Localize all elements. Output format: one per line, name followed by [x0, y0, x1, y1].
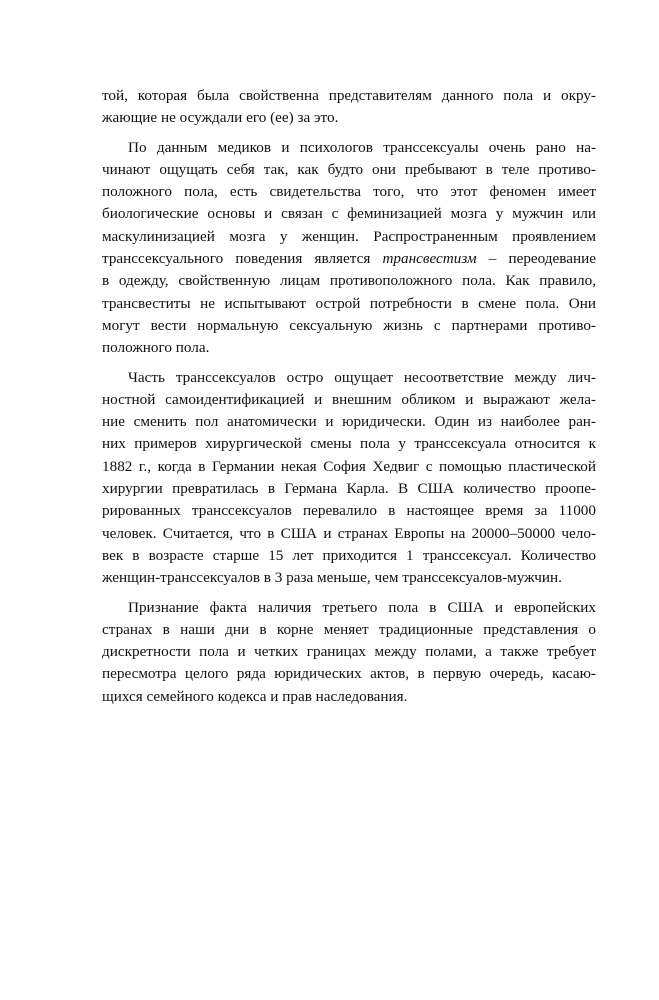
text-segment: ностной самоидентификацией и внешним обликом и выражают жела- — [102, 390, 596, 408]
text-segment: дискретности пола и четких границах между полами, а также требует — [102, 643, 596, 661]
text-segment: Признание факта наличия третьего пола в США и европейских — [128, 598, 596, 616]
text-segment: в одежду, свойственную лицам противоположного пола. Как правило, — [102, 272, 596, 290]
text-segment: рированных транссексуалов перевалило в настоящее время за 11000 — [102, 502, 596, 520]
text-segment: пересмотра целого ряда юридических актов, в первую очередь, касаю- — [102, 665, 596, 683]
text-segment: Часть транссексуалов остро ощущает несоответствие между лич- — [128, 368, 596, 386]
text-line — [102, 456, 596, 478]
text-segment: По данным медиков и психологов транссексуалы очень рано на- — [128, 138, 596, 156]
text-segment: век в возрасте старше 15 лет приходится 1 транссексуал. Количество — [102, 546, 596, 564]
text-segment: 1882 г., когда в Германии некая София Хедвиг с помощью пластической — [102, 457, 596, 475]
text-segment: биологические основы и связан с феминизацией мозга у мужчин или — [102, 205, 596, 223]
text-segment: маскулинизацией мозга у женщин. Распространенным проявлением — [102, 227, 596, 245]
text-segment: женщин-транссексуалов в 3 раза меньше, чем транссексуалов-мужчин. — [102, 569, 562, 587]
text-line — [102, 545, 596, 567]
text-segment: могут вести нормальную сексуальную жизнь с партнерами противо- — [102, 316, 596, 334]
text-segment: трансвеститы не испытывают острой потребности в смене пола. Они — [102, 294, 596, 312]
paragraph — [102, 85, 596, 130]
text-segment: хирургии превратилась в Германа Карла. В США количество проопе- — [102, 480, 596, 498]
text-segment: жающие не осуждали его (ее) за это. — [102, 109, 339, 127]
text-line — [102, 107, 596, 129]
text-segment: положного пола, есть свидетельства того, что этот феномен имеет — [102, 183, 596, 201]
text-line — [102, 433, 596, 455]
text-line — [102, 226, 596, 248]
text-line — [102, 181, 596, 203]
text-line — [102, 478, 596, 500]
text-line — [102, 248, 596, 270]
text-line — [102, 686, 596, 708]
text-line — [102, 293, 596, 315]
text-line — [102, 619, 596, 641]
text-segment: положного пола. — [102, 339, 210, 357]
text-line — [102, 315, 596, 337]
text-line — [102, 203, 596, 225]
text-line — [102, 663, 596, 685]
text-segment: ние сменить пол анатомически и юридически. Один из наиболее ран- — [102, 413, 596, 431]
text-line — [102, 270, 596, 292]
text-segment: них примеров хирургической смены пола у транссексуала относится к — [102, 435, 596, 453]
text-segment: – переодевание — [476, 250, 596, 268]
text-line — [102, 337, 596, 359]
paragraph — [102, 367, 596, 590]
text-line — [102, 597, 596, 619]
text-segment: щихся семейного кодекса и прав наследования. — [102, 687, 408, 705]
text-line — [102, 85, 596, 107]
text-line — [102, 137, 596, 159]
text-line — [102, 641, 596, 663]
text-line — [102, 500, 596, 522]
page-body — [102, 85, 596, 715]
text-segment: человек. Считается, что в США и странах Европы на 20000–50000 чело- — [102, 524, 596, 542]
text-line — [102, 523, 596, 545]
text-segment: той, которая была свойственна представителям данного пола и окру- — [102, 87, 596, 104]
text-line — [102, 367, 596, 389]
paragraph — [102, 597, 596, 708]
text-line — [102, 567, 596, 589]
paragraph — [102, 137, 596, 360]
text-line — [102, 389, 596, 411]
italic-term: трансвестизм — [382, 250, 477, 268]
text-segment: чинают ощущать себя так, как будто они пребывают в теле противо- — [102, 160, 596, 178]
text-line — [102, 411, 596, 433]
text-line — [102, 159, 596, 181]
text-segment: транссексуального поведения является — [102, 250, 383, 268]
text-segment: странах в наши дни в корне меняет традиционные представления о — [102, 620, 596, 638]
